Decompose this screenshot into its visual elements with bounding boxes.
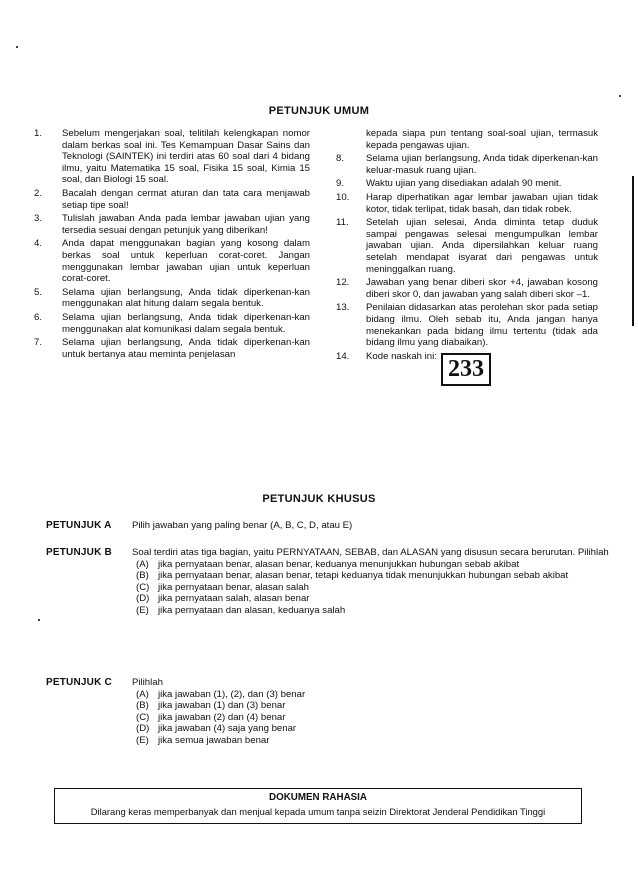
petunjuk-c-heading: PETUNJUK C xyxy=(46,677,112,688)
umum-right-column xyxy=(336,128,598,388)
footer-title: DOKUMEN RAHASIA xyxy=(269,792,367,803)
footer-text: Dilarang keras memperbanyak dan menjual kepada umum tanpa seizin Direktorat Jenderal Pendidikan Tinggi xyxy=(90,806,546,817)
option-item: (C) jika pernyataan benar, alasan salah xyxy=(136,581,309,593)
list-item: 10. Harap diperhatikan agar lembar jawaban ujian tidak kotor, tidak terlipat, tidak basah, dan tidak robek. xyxy=(336,191,598,215)
scan-speck xyxy=(38,619,40,621)
list-item: 1. Sebelum mengerjakan soal, telitilah kelengkapan nomor dalam berkas soal ini. Tes Kemampuan Dasar Sains dan Teknologi (SAINTEK) ini terdiri atas 60 soal dari 4 bidang ilmu, yaitu Matematika 15 soal, Fisika 15 soal, Kimia 15 soal, dan Biologi 15 soal. xyxy=(34,128,310,186)
petunjuk-c-intro: Pilihlah xyxy=(132,677,163,688)
petunjuk-c-body xyxy=(132,677,612,747)
petunjuk-b-body xyxy=(132,547,612,617)
option-item: (E) jika pernyataan dan alasan, keduanya salah xyxy=(136,604,346,616)
option-item: (E) jika semua jawaban benar xyxy=(136,734,270,746)
confidential-footer-box xyxy=(54,788,582,824)
petunjuk-b-section xyxy=(46,547,609,657)
option-item: (A) jika pernyataan benar, alasan benar, keduanya menunjukkan hubungan sebab akibat xyxy=(136,558,520,570)
petunjuk-b-intro: Soal terdiri atas tiga bagian, yaitu PERNYATAAN, SEBAB, dan ALASAN yang disusun secara berurutan. Pilihlah xyxy=(132,547,609,558)
list-item: 3. Tulislah jawaban Anda pada lembar jawaban ujian yang tersedia sesuai dengan petunjuk yang diberikan! xyxy=(34,213,310,236)
kode-naskah-label: Kode naskah ini: xyxy=(366,350,437,362)
list-item: 13. Penilaian didasarkan atas perolehan skor pada setiap bidang ilmu. Oleh sebab itu, Anda jangan hanya menekankan pada bidang ilmu tertentu (tidak ada bidang ilmu yang diabaikan). xyxy=(336,302,598,349)
list-item: 8. Selama ujian berlangsung, Anda tidak diperkenan-kan keluar-masuk ruang ujian. xyxy=(336,153,598,176)
umum-left-column xyxy=(34,128,310,362)
list-item: kepada siapa pun tentang soal-soal ujian, termasuk kepada pengawas ujian. xyxy=(366,128,598,151)
petunjuk-a-section xyxy=(46,520,606,534)
list-item: 9. Waktu ujian yang disediakan adalah 90 menit. xyxy=(336,178,562,190)
petunjuk-c-section xyxy=(46,677,606,757)
scan-edge-line xyxy=(632,176,634,326)
list-item: 5. Selama ujian berlangsung, Anda tidak diperkenan-kan menggunakan alat hitung dalam segala bentuk. xyxy=(34,286,310,310)
petunjuk-a-text: Pilih jawaban yang paling benar (A, B, C, D, atau E) xyxy=(132,520,353,531)
list-item: 11. Setelah ujian selesai, Anda diminta tetap duduk sampai pengawas selesai mengumpulkan lembar jawaban ujian. Anda dipersilahkan keluar ruang setelah mendapat isyarat dari pengawas untuk meninggalkan ruang. xyxy=(336,217,598,275)
option-item: (B) jika jawaban (1) dan (3) benar xyxy=(136,700,286,712)
scan-speck xyxy=(619,95,621,97)
petunjuk-a-heading: PETUNJUK A xyxy=(46,520,112,531)
list-item: 7. Selama ujian berlangsung, Anda tidak diperkenan-kan untuk bertanya atau meminta penjelasan xyxy=(34,337,310,360)
list-item: 6. Selama ujian berlangsung, Anda tidak diperkenan-kan menggunakan alat komunikasi dalam segala bentuk. xyxy=(34,311,310,335)
petunjuk-umum-title: PETUNJUK UMUM xyxy=(268,105,370,117)
option-item: (A) jika jawaban (1), (2), dan (3) benar xyxy=(136,688,306,700)
option-item: (C) jika jawaban (2) dan (4) benar xyxy=(136,711,286,723)
kode-naskah-row: 14. Kode naskah ini: 233 xyxy=(336,351,598,386)
list-item: 4. Anda dapat menggunakan bagian yang kosong dalam berkas soal untuk keperluan corat-coret. Jangan menggunakan lembar jawaban ujian untuk keperluan corat-coret. xyxy=(34,238,310,285)
list-item: 2. Bacalah dengan cermat aturan dan tata cara menjawab setiap tipe soal! xyxy=(34,187,310,211)
petunjuk-khusus-title: PETUNJUK KHUSUS xyxy=(262,493,376,505)
option-item: (D) jika jawaban (4) saja yang benar xyxy=(136,723,297,735)
list-item: 12. Jawaban yang benar diberi skor +4, jawaban kosong diberi skor 0, dan jawaban yang salah diberi skor –1. xyxy=(336,277,598,300)
petunjuk-b-heading: PETUNJUK B xyxy=(46,547,112,558)
kode-naskah-box: 233 xyxy=(441,353,491,386)
option-item: (D) jika pernyataan salah, alasan benar xyxy=(136,593,310,605)
scan-speck xyxy=(16,46,18,48)
option-item: (B) jika pernyataan benar, alasan benar, tetapi keduanya tidak menunjukkan hubungan sebab akibat xyxy=(136,570,569,582)
